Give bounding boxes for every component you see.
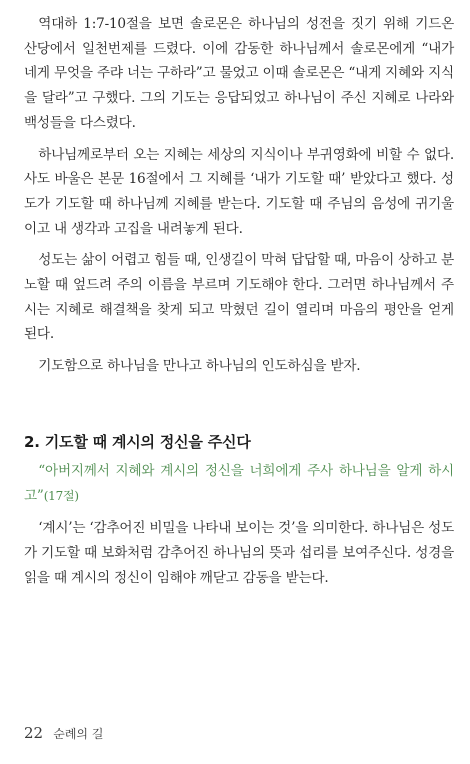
body-paragraph-5: ‘계시’는 ‘감추어진 비밀을 나타내 보이는 것’을 의미한다. 하나님은 성도가 기도할 때 보화처럼 감추어진 하나님의 뜻과 섭리를 보여주신다. 성경을 읽을 때 계시의 정신이 임해야 깨닫고 감동을 받는다. — [24, 520, 454, 586]
book-title: 순례의 길 — [53, 727, 104, 741]
page-footer — [24, 724, 103, 742]
section-heading: 2. 기도할 때 계시의 정신을 주신다 — [24, 432, 251, 451]
body-paragraph-4: 기도함으로 하나님을 만나고 하나님의 인도하심을 받자. — [38, 358, 361, 375]
body-paragraph-2: 하나님께로부터 오는 지혜는 세상의 지식이나 부귀영화에 비할 수 없다. 사도 바울은 본문 16절에서 그 지혜를 ‘내가 기도할 때’ 받았다고 했다. 성도가 기도할 때 하나님께 지혜를 받는다. 기도할 때 주님의 음성에 귀기울이고 내 생각과 고집을 내려놓게 된다. — [24, 146, 454, 237]
quote-reference: (17절) — [43, 488, 79, 503]
page-number: 22 — [24, 724, 44, 742]
body-paragraph-3: 성도는 삶이 어렵고 힘들 때, 인생길이 막혀 답답할 때, 마음이 상하고 분노할 때 엎드려 주의 이름을 부르며 기도해야 한다. 그러면 하나님께서 주시는 지혜로 해결책을 찾게 되고 막혔던 길이 열리며 마음의 평안을 얻게 된다. — [24, 252, 454, 343]
page-content — [24, 12, 454, 597]
scripture-quote — [24, 459, 454, 508]
body-paragraph-1: 역대하 1:7-10절을 보면 솔로몬은 하나님의 성전을 짓기 위해 기드온 산당에서 일천번제를 드렸다. 이에 감동한 하나님께서 솔로몬에게 “내가 네게 무엇을 주랴 너는 구하라”고 물었고 이때 솔로몬은 “내게 지혜와 지식을 달라”고 구했다. 그의 기도는 응답되었고 하나님이 주신 지혜로 나라와 백성들을 다스렸다. — [24, 16, 454, 131]
quote-text: “아버지께서 지혜와 계시의 정신을 너희에게 주사 하나님을 알게 하시고” — [24, 462, 454, 504]
